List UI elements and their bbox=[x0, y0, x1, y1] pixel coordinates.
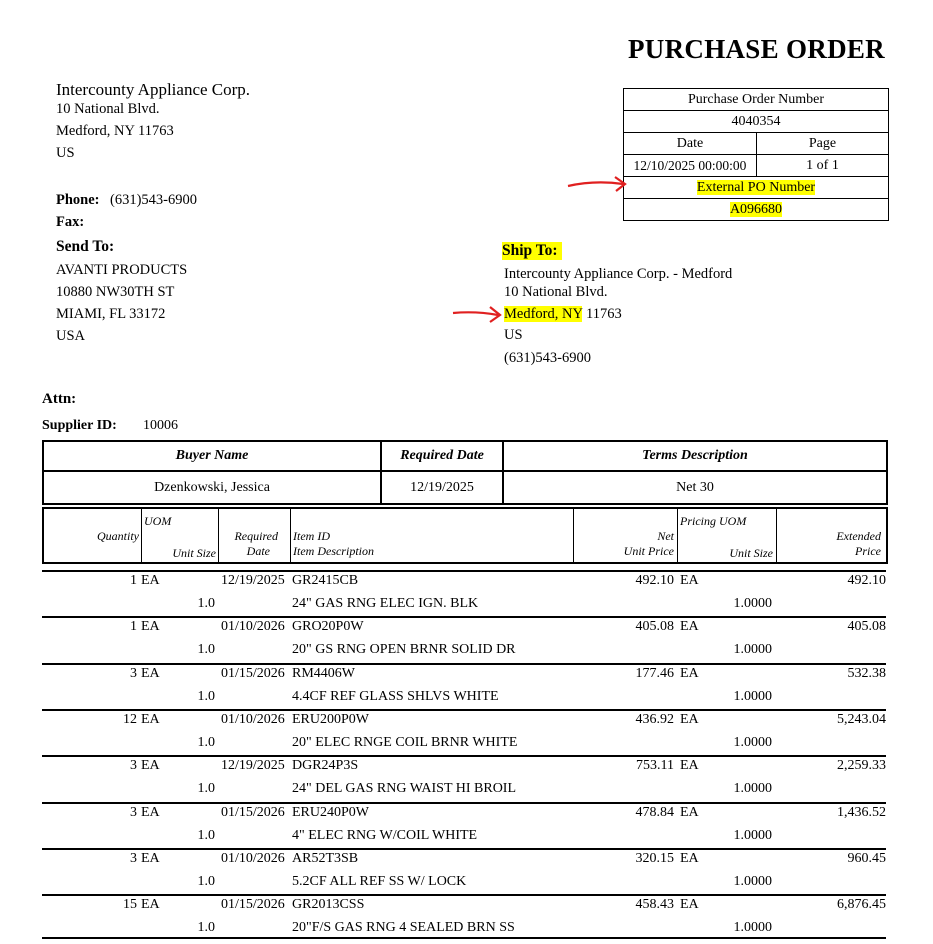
date-label: Date bbox=[624, 133, 757, 154]
item-qty: 1 bbox=[130, 619, 137, 635]
uom-header: UOM bbox=[144, 514, 172, 528]
item-psize: 1.0000 bbox=[733, 642, 772, 658]
item-date: 01/15/2026 bbox=[221, 665, 285, 681]
item-qty: 3 bbox=[130, 850, 137, 866]
document-title: PURCHASE ORDER bbox=[628, 34, 885, 64]
item-ext: 960.45 bbox=[847, 850, 886, 866]
item-ext: 1,436.52 bbox=[837, 804, 886, 820]
item-psize: 1.0000 bbox=[733, 596, 772, 611]
item-puom: EA bbox=[680, 573, 699, 588]
item-id: GRO20P0W bbox=[292, 619, 364, 635]
row-separator bbox=[42, 570, 886, 572]
item-size: 1.0 bbox=[197, 827, 215, 843]
vendor-address: 10 National Blvd. bbox=[56, 101, 160, 117]
po-number-label: Purchase Order Number bbox=[624, 89, 888, 111]
item-ext: 6,876.45 bbox=[837, 897, 886, 913]
item-puom: EA bbox=[680, 711, 699, 727]
phone-label: Phone: bbox=[56, 192, 100, 208]
vendor-country: US bbox=[56, 145, 75, 161]
item-price: 405.08 bbox=[635, 619, 674, 635]
row-separator bbox=[42, 802, 886, 804]
item-qty: 3 bbox=[130, 758, 137, 774]
vendor-name: Intercounty Appliance Corp. bbox=[56, 80, 251, 99]
item-desc: 24" DEL GAS RNG WAIST HI BROIL bbox=[292, 781, 517, 797]
item-puom: EA bbox=[680, 665, 699, 681]
item-desc: 20"F/S GAS RNG 4 SEALED BRN SS bbox=[292, 920, 515, 936]
item-psize: 1.0000 bbox=[733, 734, 772, 750]
item-size: 1.0 bbox=[197, 734, 215, 750]
net-header: Net bbox=[657, 529, 674, 543]
buyer-table bbox=[42, 440, 888, 505]
item-desc-header: Item Description bbox=[293, 544, 374, 558]
row-separator bbox=[42, 755, 886, 757]
red-arrow-icon bbox=[450, 301, 506, 325]
item-ext: 2,259.33 bbox=[837, 758, 886, 774]
item-price: 458.43 bbox=[635, 897, 674, 913]
item-psize: 1.0000 bbox=[733, 781, 772, 797]
date-page-header bbox=[624, 133, 888, 155]
quantity-col bbox=[44, 509, 142, 562]
required-date: 12/19/2025 bbox=[382, 472, 504, 503]
item-id: ERU200P0W bbox=[292, 711, 369, 727]
item-size: 1.0 bbox=[197, 642, 215, 658]
row-separator bbox=[42, 937, 886, 939]
net-col bbox=[573, 509, 678, 562]
phone-value: (631)543-6900 bbox=[110, 192, 197, 208]
date-header: Date bbox=[246, 544, 270, 558]
required-header: Required bbox=[234, 529, 278, 543]
send-to-line: USA bbox=[56, 328, 86, 344]
item-date: 01/15/2026 bbox=[221, 804, 285, 820]
buyer-name-header: Buyer Name bbox=[44, 442, 382, 470]
item-id: RM4406W bbox=[292, 665, 355, 681]
item-ext: 405.08 bbox=[847, 619, 886, 635]
send-to-line: AVANTI PRODUCTS bbox=[56, 262, 188, 278]
item-price: 177.46 bbox=[635, 665, 674, 681]
item-price: 753.11 bbox=[636, 758, 674, 774]
extended-col bbox=[776, 509, 884, 562]
item-desc: 20" ELEC RNGE COIL BRNR WHITE bbox=[292, 734, 518, 750]
item-size: 1.0 bbox=[197, 920, 215, 936]
terms: Net 30 bbox=[676, 480, 714, 495]
item-date: 12/19/2025 bbox=[221, 758, 285, 774]
row-separator bbox=[42, 616, 886, 618]
po-date: 12/10/2025 00:00:00 bbox=[624, 155, 757, 176]
item-qty: 12 bbox=[123, 711, 137, 727]
item-uom: EA bbox=[141, 804, 160, 820]
item-date: 01/15/2026 bbox=[221, 897, 285, 913]
fax-label: Fax: bbox=[56, 214, 85, 230]
item-psize: 1.0000 bbox=[733, 827, 772, 843]
po-info-box bbox=[623, 88, 889, 221]
item-size: 1.0 bbox=[197, 688, 215, 704]
item-date: 01/10/2026 bbox=[221, 711, 285, 727]
item-id: GR2013CSS bbox=[292, 897, 365, 913]
uom-col bbox=[141, 509, 219, 562]
item-qty: 3 bbox=[130, 665, 137, 681]
pricing-uom-col bbox=[677, 509, 777, 562]
ship-to-line: 10 National Blvd. bbox=[504, 284, 608, 300]
send-to-line: 10880 NW30TH ST bbox=[56, 284, 175, 300]
item-date: 12/19/2025 bbox=[221, 573, 285, 588]
item-qty: 3 bbox=[130, 804, 137, 820]
item-uom: EA bbox=[141, 897, 160, 913]
item-uom: EA bbox=[141, 850, 160, 866]
item-psize: 1.0000 bbox=[733, 920, 772, 936]
item-puom: EA bbox=[680, 850, 699, 866]
item-qty: 15 bbox=[123, 897, 137, 913]
item-date: 01/10/2026 bbox=[221, 850, 285, 866]
item-qty: 1 bbox=[130, 573, 137, 588]
item-desc: 4" ELEC RNG W/COIL WHITE bbox=[292, 827, 478, 843]
external-po-label-row bbox=[624, 177, 888, 199]
ship-to-city-highlight: Medford, NY bbox=[504, 306, 583, 322]
item-desc: 20" GS RNG OPEN BRNR SOLID DR bbox=[292, 642, 516, 658]
required-date-header: Required Date bbox=[382, 442, 504, 470]
external-po-number: A096680 bbox=[729, 202, 783, 217]
unit-size-header: Unit Size bbox=[172, 546, 216, 560]
item-price: 436.92 bbox=[635, 711, 674, 727]
external-po-number-row bbox=[624, 199, 888, 220]
item-desc: 24" GAS RNG ELEC IGN. BLK bbox=[292, 596, 479, 611]
ship-to-label: Ship To: bbox=[502, 242, 562, 260]
supplier-id: 10006 bbox=[143, 418, 178, 433]
item-size: 1.0 bbox=[197, 596, 215, 611]
items-table-header bbox=[42, 507, 888, 564]
item-uom: EA bbox=[141, 573, 160, 588]
page-label: Page bbox=[808, 136, 837, 151]
item-psize: 1.0000 bbox=[733, 873, 772, 889]
item-price: 492.10 bbox=[635, 573, 674, 588]
item-puom: EA bbox=[680, 758, 699, 774]
item-uom: EA bbox=[141, 758, 160, 774]
external-po-label: External PO Number bbox=[696, 180, 816, 195]
extended-header: Extended bbox=[836, 529, 881, 543]
buyer-name: Dzenkowski, Jessica bbox=[44, 472, 382, 503]
item-psize: 1.0000 bbox=[733, 688, 772, 704]
ship-to-zip: 11763 bbox=[582, 306, 622, 322]
vendor-city: Medford, NY 11763 bbox=[56, 123, 174, 139]
attn-label: Attn: bbox=[42, 391, 77, 407]
item-price: 320.15 bbox=[635, 850, 674, 866]
item-puom: EA bbox=[680, 619, 699, 635]
buyer-table-header bbox=[44, 442, 886, 472]
row-separator bbox=[42, 894, 886, 896]
date-page-values bbox=[624, 155, 888, 177]
row-separator bbox=[42, 663, 886, 665]
item-id: GR2415CB bbox=[292, 573, 359, 588]
item-size: 1.0 bbox=[197, 781, 215, 797]
item-price: 478.84 bbox=[635, 804, 674, 820]
item-id: AR52T3SB bbox=[292, 850, 359, 866]
pricing-uom-header: Pricing UOM bbox=[680, 514, 747, 528]
ship-to-line bbox=[504, 306, 622, 323]
page-count: 1 of 1 bbox=[806, 158, 839, 173]
item-ext: 5,243.04 bbox=[837, 711, 886, 727]
ship-to-line: (631)543-6900 bbox=[504, 350, 591, 366]
item-desc: 4.4CF REF GLASS SHLVS WHITE bbox=[292, 688, 499, 704]
terms-header: Terms Description bbox=[642, 448, 748, 463]
red-arrow-icon bbox=[565, 172, 631, 196]
item-col bbox=[290, 509, 574, 562]
ship-to-line: US bbox=[504, 327, 523, 343]
item-id: ERU240P0W bbox=[292, 804, 369, 820]
item-date: 01/10/2026 bbox=[221, 619, 285, 635]
item-puom: EA bbox=[680, 804, 699, 820]
quantity-header: Quantity bbox=[97, 529, 139, 543]
pricing-unit-size-header: Unit Size bbox=[729, 546, 773, 560]
item-uom: EA bbox=[141, 665, 160, 681]
po-number: 4040354 bbox=[624, 111, 888, 133]
price-header: Price bbox=[855, 544, 881, 558]
item-ext: 532.38 bbox=[847, 665, 886, 681]
item-desc: 5.2CF ALL REF SS W/ LOCK bbox=[292, 873, 467, 889]
item-id-header: Item ID bbox=[293, 529, 330, 543]
item-ext: 492.10 bbox=[847, 573, 886, 588]
item-uom: EA bbox=[141, 619, 160, 635]
row-separator bbox=[42, 709, 886, 711]
send-to-line: MIAMI, FL 33172 bbox=[56, 306, 166, 322]
item-uom: EA bbox=[141, 711, 160, 727]
row-separator bbox=[42, 848, 886, 850]
item-size: 1.0 bbox=[197, 873, 215, 889]
ship-to-line: Intercounty Appliance Corp. - Medford bbox=[504, 266, 733, 282]
supplier-id-label: Supplier ID: bbox=[42, 418, 117, 433]
item-id: DGR24P3S bbox=[292, 758, 359, 774]
required-col bbox=[218, 509, 291, 562]
unit-price-header: Unit Price bbox=[623, 544, 674, 558]
item-puom: EA bbox=[680, 897, 699, 913]
buyer-table-row bbox=[44, 472, 886, 503]
send-to-label: Send To: bbox=[56, 238, 115, 255]
